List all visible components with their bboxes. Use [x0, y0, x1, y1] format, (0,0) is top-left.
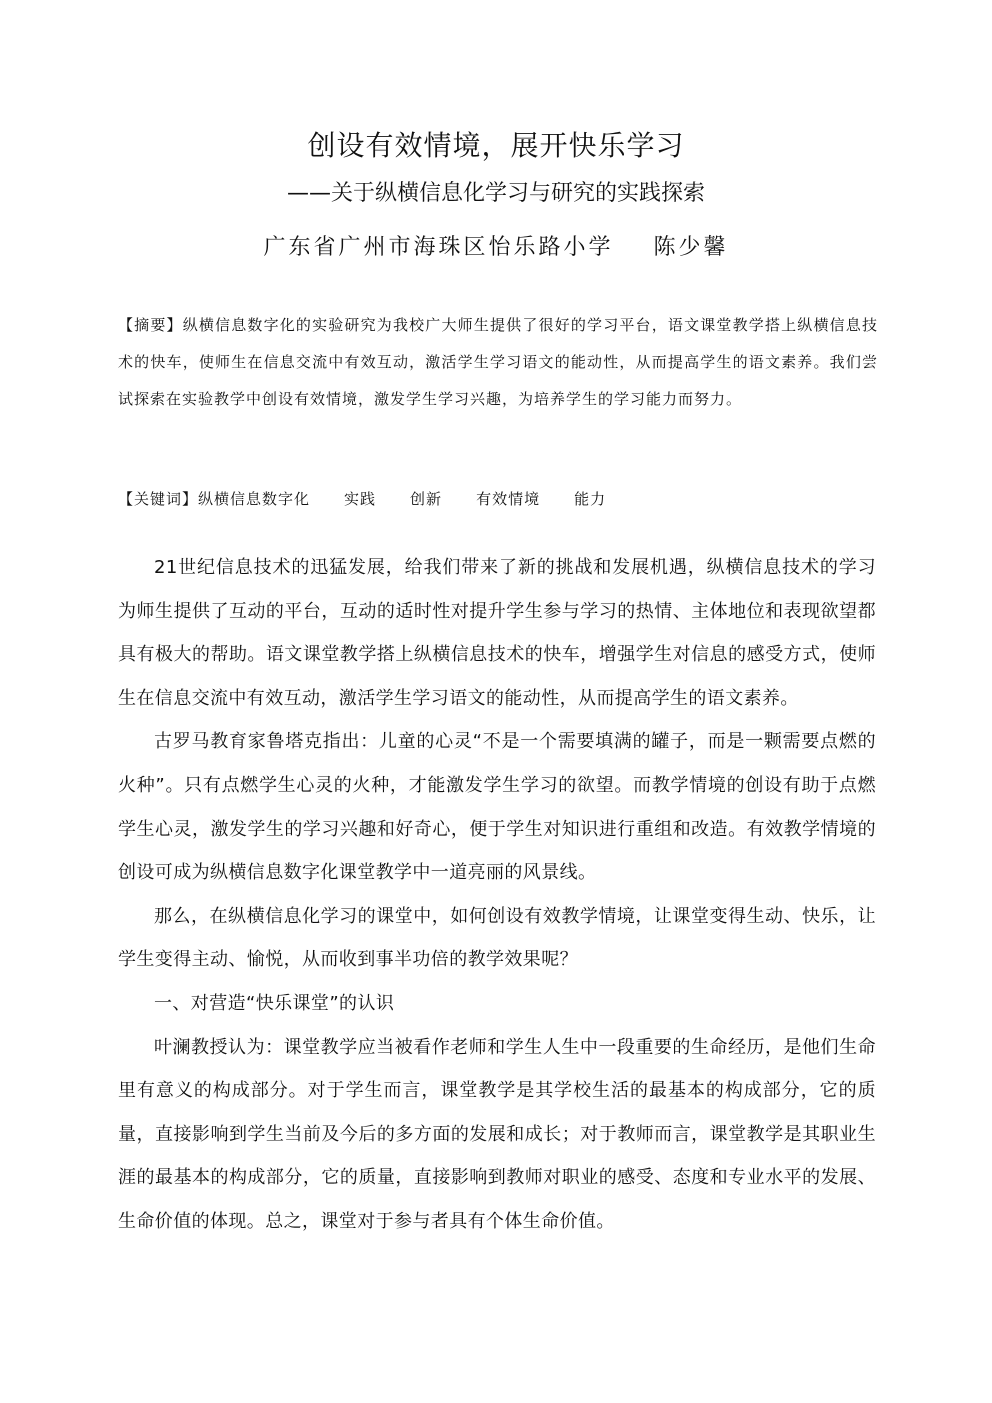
- keywords: [118, 482, 878, 516]
- author-line: [0, 230, 992, 266]
- keyword: 有效情境: [476, 490, 541, 508]
- body-text: [118, 546, 876, 1244]
- document-subtitle: ——关于纵横信息化学习与研究的实践探索: [286, 181, 705, 206]
- body-paragraph: 21世纪信息技术的迅猛发展，给我们带来了新的挑战和发展机遇，纵横信息技术的学习为师生提供了互动的平台，互动的适时性对提升学生参与学习的热情、主体地位和表现欲望都具有极大的帮助。语文课堂教学搭上纵横信息技术的快车，增强学生对信息的感受方式，使师生在信息交流中有效互动，激活学生学习语文的能动性，从而提高学生的语文素养。: [118, 557, 876, 709]
- abstract: [118, 307, 878, 418]
- keyword: 创新: [410, 490, 443, 508]
- section-heading: 一、对营造“快乐课堂”的认识: [154, 992, 395, 1014]
- body-paragraph: 古罗马教育家鲁塔克指出：儿童的心灵“不是一个需要填满的罐子，而是一颗需要点燃的火种”。只有点燃学生心灵的火种，才能激发学生学习的欲望。而教学情境的创设有助于点燃学生心灵，激发学生的学习兴趣和好奇心，便于学生对知识进行重组和改造。有效教学情境的创设可成为纵横信息数字化课堂教学中一道亮丽的风景线。: [118, 731, 876, 884]
- author-name: 陈少馨: [653, 235, 729, 260]
- author-school: 广东省广州市海珠区怡乐路小学: [263, 235, 614, 260]
- keyword: 能力: [574, 490, 607, 508]
- abstract-label: 【摘要】: [118, 316, 183, 334]
- body-paragraph: 叶澜教授认为：课堂教学应当被看作老师和学生人生中一段重要的生命经历，是他们生命里有意义的构成部分。对于学生而言，课堂教学是其学校生活的最基本的构成部分，它的质量，直接影响到学生当前及今后的多方面的发展和成长；对于教师而言，课堂教学是其职业生涯的最基本的构成部分，它的质量，直接影响到教师对职业的感受、态度和专业水平的发展、生命价值的体现。总之，课堂对于参与者具有个体生命价值。: [118, 1036, 876, 1232]
- keyword: 实践: [344, 490, 377, 508]
- document-title: 创设有效情境，展开快乐学习: [307, 129, 685, 162]
- abstract-text: 纵横信息数字化的实验研究为我校广大师生提供了很好的学习平台，语文课堂教学搭上纵横信息技术的快车，使师生在信息交流中有效互动，激活学生学习语文的能动性，从而提高学生的语文素养。我们尝试探索在实验教学中创设有效情境，激发学生学习兴趣，为培养学生的学习能力而努力。: [118, 316, 878, 408]
- keywords-label: 【关键词】: [118, 490, 199, 508]
- body-paragraph: 那么，在纵横信息化学习的课堂中，如何创设有效教学情境，让课堂变得生动、快乐，让学生变得主动、愉悦，从而收到事半功倍的教学效果呢？: [118, 905, 876, 971]
- keyword: 纵横信息数字化: [198, 490, 311, 508]
